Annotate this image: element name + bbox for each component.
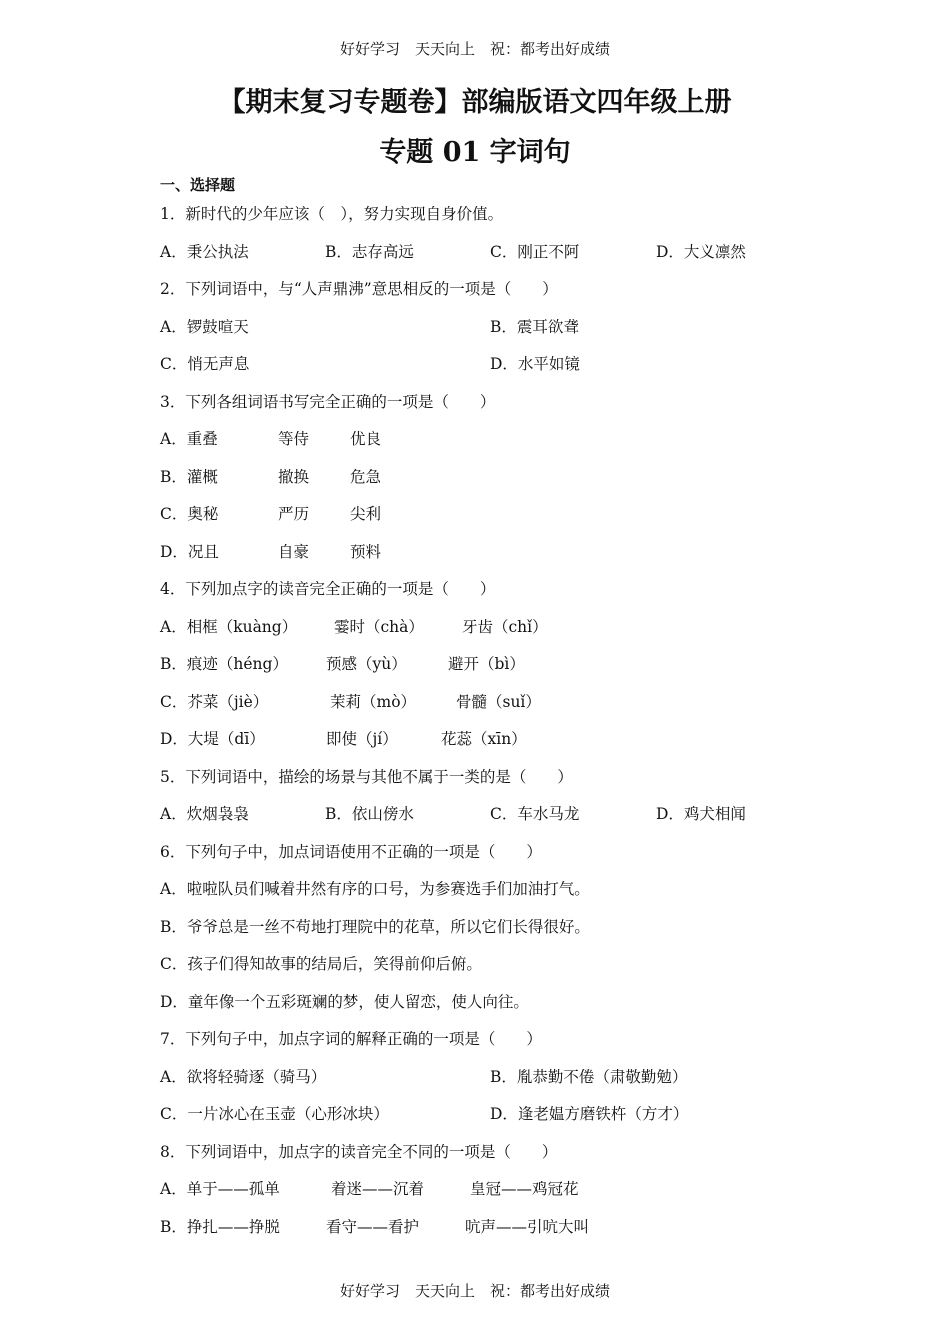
question-7-stem: 7．下列句子中，加点字词的解释正确的一项是（ ）: [160, 1030, 542, 1048]
option-c: C．悄无声息: [160, 355, 250, 373]
question-6-stem: 6．下列句子中，加点词语使用不正确的一项是（ ）: [160, 842, 542, 861]
question-8-option-b: B．挣扎——挣脱 看守——看护 吭声——引吭大叫: [160, 1217, 590, 1236]
question-6-option-b: B．爷爷总是一丝不苟地打理院中的花草，所以它们长得很好。: [160, 917, 590, 936]
question-6-option-a: A．啦啦队员们喊着井然有序的口号，为参赛选手们加油打气。: [160, 880, 590, 898]
option-c: C．一片冰心在玉壶（心形冰块）: [160, 1105, 389, 1123]
question-3-option-b: B．灌概 撤换 危急: [160, 467, 382, 486]
question-4-stem: 4．下列加点字的读音完全正确的一项是（ ）: [160, 580, 496, 598]
option-c: C．刚正不阿: [490, 242, 580, 261]
option-a: A．欲将轻骑逐（骑马）: [160, 1067, 327, 1086]
question-7-options-row: [160, 1059, 800, 1097]
option-a: A．炊烟袅袅: [160, 805, 249, 823]
option-c: C．车水马龙: [490, 805, 580, 823]
question-4-option-d: D．大堤（dī） 即使（jí） 花蕊（xīn）: [160, 730, 527, 748]
question-3-stem: 3．下列各组词语书写完全正确的一项是（ ）: [160, 392, 496, 411]
option-d: D．逢老媪方磨铁杵（方才）: [490, 1105, 689, 1123]
question-3-option-d: D．况且 自豪 预料: [160, 542, 382, 561]
question-1-options: [160, 234, 800, 272]
question-6-option-d: D．童年像一个五彩斑斓的梦，使人留恋，使人向往。: [160, 992, 529, 1011]
question-8-stem: 8．下列词语中，加点字的读音完全不同的一项是（ ）: [160, 1142, 558, 1161]
option-d: D．鸡犬相闻: [656, 805, 746, 823]
question-5-options: [160, 796, 800, 834]
question-3-option-a: A．重叠 等侍 优良: [160, 430, 382, 448]
question-2-stem: 2．下列词语中，与“人声鼎沸”意思相反的一项是（ ）: [160, 280, 558, 298]
page-footer: 好好学习 天天向上 祝：都考出好成绩: [339, 1282, 610, 1300]
option-a: A．锣鼓喧天: [160, 317, 249, 336]
page-header: 好好学习 天天向上 祝：都考出好成绩: [339, 40, 610, 58]
question-4-option-b: B．痕迹（héng） 预感（yù） 避开（bì）: [160, 655, 525, 673]
question-8-option-a: A．单于——孤单 着迷——沉着 皇冠——鸡冠花: [160, 1180, 579, 1198]
question-1-stem: 1．新时代的少年应该（ ），努力实现自身价值。: [160, 205, 504, 223]
question-4-option-c: C．芥菜（jiè） 茉莉（mò） 骨髓（suǐ）: [160, 692, 541, 711]
question-6-option-c: C．孩子们得知故事的结局后，笑得前仰后俯。: [160, 955, 482, 973]
question-2-options-row: [160, 309, 800, 347]
option-b: B．震耳欲聋: [490, 317, 579, 336]
page-title: 【期末复习专题卷】部编版语文四年级上册: [218, 87, 732, 118]
question-2-options-row: [160, 346, 800, 384]
option-b: B．志存高远: [325, 242, 414, 261]
question-3-option-c: C．奥秘 严历 尖利: [160, 505, 382, 523]
page-subtitle: 专题 01 字词句: [379, 137, 571, 168]
question-4-option-a: A．相框（kuàng） 霎时（chà） 牙齿（chǐ）: [160, 617, 548, 636]
option-d: D．大义凛然: [656, 242, 746, 261]
option-d: D．水平如镜: [490, 355, 580, 373]
question-7-options-row: [160, 1096, 800, 1134]
option-b: B．依山傍水: [325, 805, 414, 823]
question-list: [160, 196, 800, 1246]
section-heading: 一、选择题: [160, 176, 236, 194]
question-5-stem: 5．下列词语中，描绘的场景与其他不属于一类的是（ ）: [160, 767, 573, 786]
option-b: B．胤恭勤不倦（肃敬勤勉）: [490, 1067, 688, 1086]
option-a: A．秉公执法: [160, 242, 249, 261]
